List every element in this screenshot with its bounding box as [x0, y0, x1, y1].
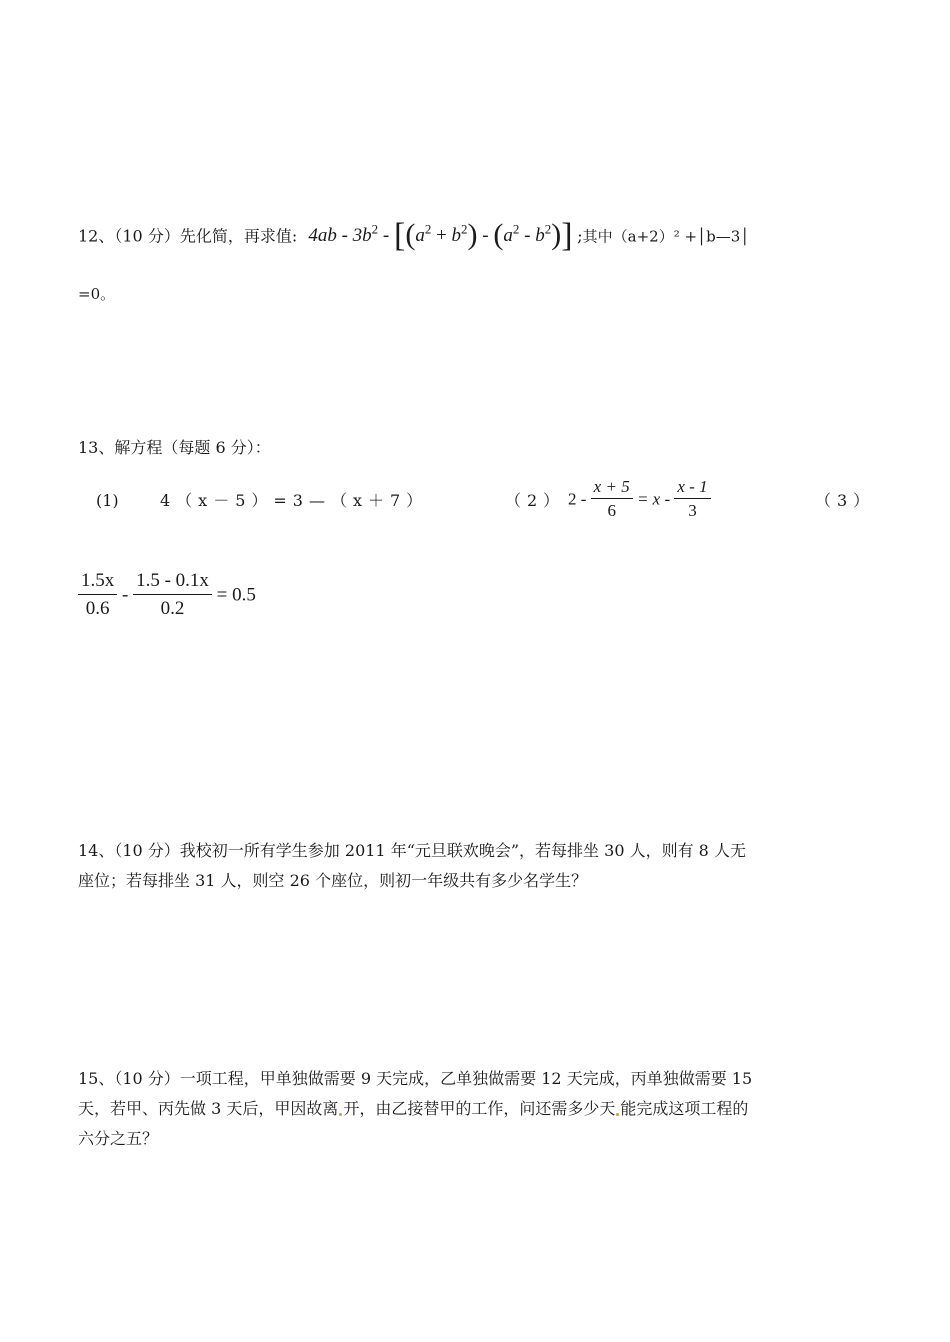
right-paren: ): [551, 218, 562, 252]
q14-paragraph: [78, 836, 878, 896]
exponent: 2: [461, 222, 468, 237]
term-3b: 3b: [352, 225, 372, 247]
q13-title: 13、解方程（每题 6 分）：: [78, 438, 271, 457]
q15-line-2-part-c: 能完成这项工程的: [620, 1099, 749, 1118]
lead-term: 2 -: [568, 489, 587, 509]
q13-part1-equation: 4（x－5）=3—（x＋7）: [160, 491, 429, 510]
q15-line-2: [78, 1094, 878, 1124]
denominator: 0.2: [160, 598, 185, 619]
numerator: 1.5 - 0.1x: [133, 568, 212, 595]
q13-part3-equation: [78, 568, 256, 623]
right-paren: ): [467, 218, 478, 252]
left-paren: (: [493, 218, 504, 252]
semicolon: ;: [577, 226, 583, 246]
numerator: x - 1: [674, 476, 710, 499]
q12-condition-end: =0。: [78, 285, 116, 303]
right-bracket: ]: [561, 217, 573, 255]
q15-line-2-part-a: 天，若甲、丙先做 3 天后，甲因故离: [78, 1099, 339, 1118]
var-a: a: [415, 225, 425, 247]
var-b: b: [535, 225, 545, 247]
ink-dot: [339, 1113, 342, 1116]
var-b: b: [451, 225, 462, 247]
left-paren: (: [405, 218, 416, 252]
q14-line-2: 座位；若每排坐 31 人，则空 26 个座位，则初一年级共有多少名学生？: [78, 871, 588, 890]
q15-line-3: 六分之五？: [78, 1129, 159, 1148]
exponent: 2: [512, 222, 520, 237]
equals-x-minus: = x -: [636, 489, 671, 509]
term-4ab: 4ab: [308, 225, 337, 247]
q12-condition: 其中（a+2）² +│b—3│: [582, 227, 750, 246]
denominator: 3: [688, 501, 697, 520]
numerator: 1.5x: [78, 568, 117, 595]
q12-score: （10 分）: [114, 226, 180, 246]
minus-sign: -: [382, 225, 390, 247]
q15-paragraph: [78, 1064, 878, 1154]
plus-sign: +: [436, 225, 447, 247]
denominator: 6: [607, 501, 616, 520]
fraction-x-minus-1-over-3: [674, 476, 710, 523]
left-bracket: [: [393, 217, 406, 255]
minus-sign: -: [122, 584, 129, 606]
numerator: x + 5: [591, 476, 633, 499]
minus-sign: -: [341, 225, 348, 247]
exponent: 2: [424, 222, 432, 237]
q15-line-2-part-b: 开，由乙接替甲的工作，问还需多少天: [343, 1099, 616, 1118]
exponent: 2: [544, 222, 552, 237]
q13-part2-equation: [568, 476, 711, 523]
q15-line-1: 15、（10 分）一项工程，甲单独做需要 9 天完成，乙单独做需要 12 天完成，丙单独做需要 15: [78, 1069, 753, 1088]
q13-part3-label: （3）: [815, 491, 876, 510]
denominator: 0.6: [85, 598, 110, 619]
fraction-x-plus-5-over-6: [591, 476, 633, 523]
exponent: 2: [371, 222, 379, 237]
fraction-1.5x-over-0.6: [78, 568, 117, 623]
minus-sign: -: [482, 225, 489, 247]
fraction-1.5-minus-0.1x-over-0.2: [133, 568, 212, 623]
q12-expression: [308, 217, 577, 255]
q12-instruction: 先化简，再求值:: [179, 226, 298, 246]
q13-part1-label: (1): [96, 491, 119, 510]
var-a: a: [503, 225, 513, 247]
right-hand-side: = 0.5: [216, 584, 256, 606]
q12-number: 12、: [78, 226, 115, 246]
ink-dot: [616, 1113, 619, 1116]
q14-line-1: 14、（10 分）我校初一所有学生参加 2011 年“元旦联欢晚会”，若每排坐 30 人，则有 8 人无: [78, 841, 746, 860]
minus-sign: -: [524, 225, 531, 247]
q12-line: [78, 210, 750, 255]
q13-part2-label: （2）: [505, 491, 566, 510]
